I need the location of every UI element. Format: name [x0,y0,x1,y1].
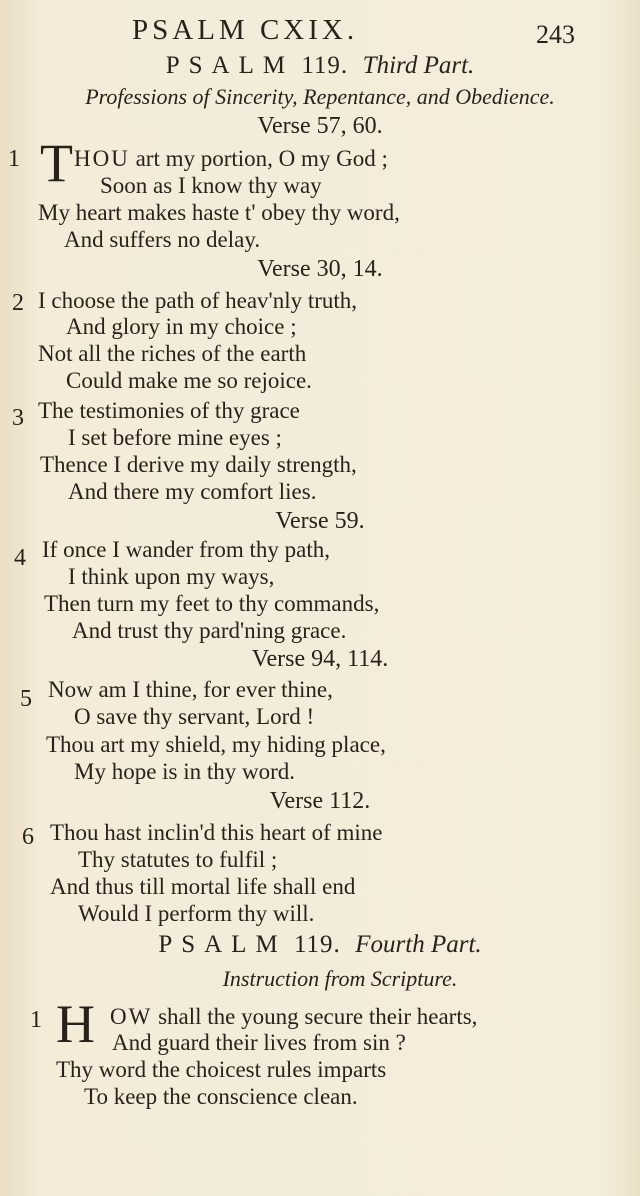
stanza-line: Now am I thine, for ever thine, [48,677,333,702]
verse-reference: Verse 30, 14. [257,256,383,282]
heading-psalm: PSALM [165,52,295,79]
drop-capital: H [56,994,95,1054]
stanza-line: Thence I derive my daily strength, [40,452,357,477]
heading-part: Fourth Part. [355,931,482,958]
stanza-line: I choose the path of heav'nly truth, [38,288,358,313]
stanza-number: 4 [14,545,26,571]
drop-capital: T [40,133,73,193]
verse-reference: Verse 112. [269,788,371,814]
page-number: 243 [536,20,575,49]
stanza-line: OW shall the young secure their hearts, [110,1004,478,1029]
third-part-subtitle: Professions of Sincerity, Repentance, and Obedience. [85,84,555,109]
stanza-line: And guard their lives from sin ? [112,1030,406,1055]
verse-reference: Verse 94, 114. [251,646,389,672]
stanza-line: Thou hast inclin'd this heart of mine [50,820,383,845]
stanza-number: 1 [30,1007,42,1033]
third-part-heading [0,52,640,80]
stanza-line: O save thy servant, Lord ! [74,704,315,729]
running-head [0,14,640,48]
stanza-line: Not all the riches of the earth [38,341,307,366]
stanza-line: My heart makes haste t' obey thy word, [38,200,400,225]
heading-number: 119. [293,931,341,958]
stanza-line: Could make me so rejoice. [66,368,312,393]
stanza-number: 2 [12,290,24,316]
stanza-number: 3 [12,405,24,431]
stanza-line: Soon as I know thy way [100,173,322,198]
stanza-line: And thus till mortal life shall end [50,874,356,899]
stanza-line: To keep the conscience clean. [84,1084,358,1109]
verse-reference: Verse 59. [275,508,365,534]
stanza-line: My hope is in thy word. [74,759,296,784]
stanza-line: Thou art my shield, my hiding place, [46,732,386,757]
heading-part: Third Part. [362,52,475,79]
stanza-line: Would I perform thy will. [78,901,315,926]
stanza-line: If once I wander from thy path, [42,537,331,562]
stanza-line: I think upon my ways, [68,564,275,589]
stanza-number: 1 [8,146,20,172]
stanza-line: The testimonies of thy grace [38,398,300,423]
stanza-line: I set before mine eyes ; [68,425,282,450]
stanza-line: Then turn my feet to thy commands, [44,591,380,616]
stanza-line: HOU art my portion, O my God ; [74,146,388,171]
stanza-line: And glory in my choice ; [66,314,297,339]
heading-psalm: PSALM [158,931,287,958]
verse-reference: Verse 57, 60. [257,113,383,139]
fourth-part-heading [0,931,640,959]
heading-number: 119. [301,52,349,79]
stanza-number: 5 [20,686,32,712]
stanza-line: Thy statutes to fulfil ; [78,847,278,872]
stanza-line: And there my comfort lies. [68,479,317,504]
running-title: PSALM CXIX. [132,14,359,46]
fourth-part-subtitle: Instruction from Scripture. [222,966,458,991]
stanza-number: 6 [22,824,34,850]
stanza-line: Thy word the choicest rules imparts [56,1057,387,1082]
stanza-line: And trust thy pard'ning grace. [72,618,347,643]
stanza-line: And suffers no delay. [64,227,261,252]
